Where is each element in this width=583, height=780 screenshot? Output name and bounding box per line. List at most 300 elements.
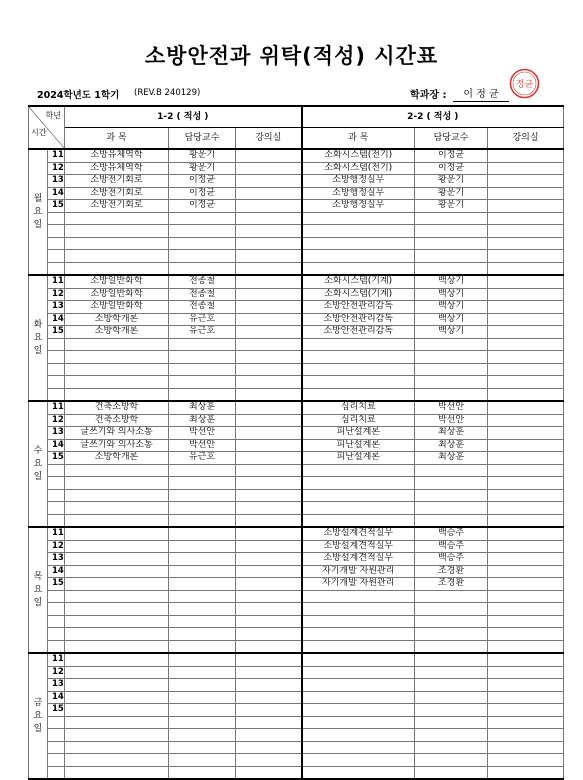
day-label: 금 요 일	[29, 653, 48, 779]
subject-cell-b	[302, 754, 415, 767]
professor-cell-b: 황운기	[415, 200, 488, 213]
subject-cell-b	[302, 603, 415, 616]
subject-cell-a	[65, 553, 169, 566]
room-cell-a	[236, 313, 302, 326]
subject-cell-a	[65, 502, 169, 515]
table-row	[29, 640, 564, 653]
professor-cell-a: 유근호	[169, 326, 236, 339]
period-cell: 15	[48, 704, 65, 717]
professor-cell-b	[415, 338, 488, 351]
room-cell-a	[236, 741, 302, 754]
professor-cell-a	[169, 464, 236, 477]
period-cell: 11	[48, 275, 65, 288]
period-cell	[48, 502, 65, 515]
room-cell-b	[488, 716, 564, 729]
table-row	[29, 679, 564, 692]
table-row	[29, 514, 564, 527]
corner-time-label: 시간	[31, 128, 47, 137]
professor-cell-a	[169, 237, 236, 250]
room-cell-a	[236, 351, 302, 364]
room-cell-b	[488, 628, 564, 641]
professor-cell-a	[169, 691, 236, 704]
table-row	[29, 716, 564, 729]
subject-cell-b: 소화시스템(전기)	[302, 149, 415, 162]
official-seal-icon	[509, 68, 540, 99]
period-cell: 15	[48, 452, 65, 465]
professor-cell-b	[415, 716, 488, 729]
professor-cell-b	[415, 212, 488, 225]
professor-cell-a	[169, 553, 236, 566]
professor-cell-a	[169, 502, 236, 515]
professor-cell-b	[415, 615, 488, 628]
professor-cell-a	[169, 527, 236, 540]
room-cell-b	[488, 427, 564, 440]
room-cell-a	[236, 679, 302, 692]
subject-cell-a: 건축소방학	[65, 401, 169, 414]
table-row	[29, 225, 564, 238]
subject-cell-a	[65, 527, 169, 540]
subject-cell-a	[65, 640, 169, 653]
professor-cell-a: 전종철	[169, 301, 236, 314]
subject-cell-a: 글쓰기와 의사소통	[65, 427, 169, 440]
room-cell-b	[488, 691, 564, 704]
professor-cell-a	[169, 250, 236, 263]
subject-cell-a	[65, 653, 169, 666]
subject-cell-a	[65, 679, 169, 692]
subject-cell-a: 소방유체역학	[65, 162, 169, 175]
period-cell: 14	[48, 313, 65, 326]
professor-cell-b: 백상기	[415, 288, 488, 301]
subject-cell-b	[302, 691, 415, 704]
subject-cell-b	[302, 464, 415, 477]
subject-cell-b	[302, 514, 415, 527]
revision-label: (REV.B 240129)	[134, 88, 201, 98]
subject-cell-a	[65, 212, 169, 225]
table-row	[29, 363, 564, 376]
professor-cell-a	[169, 578, 236, 591]
period-cell: 12	[48, 162, 65, 175]
table-row	[29, 313, 564, 326]
professor-cell-b: 황운기	[415, 187, 488, 200]
subject-cell-a	[65, 540, 169, 553]
subject-cell-b: 소방설계견적실무	[302, 540, 415, 553]
period-cell	[48, 603, 65, 616]
professor-cell-b	[415, 741, 488, 754]
table-row	[29, 401, 564, 414]
subject-cell-a	[65, 766, 169, 779]
subject-cell-b: 소방행정실무	[302, 200, 415, 213]
header-corner	[29, 106, 65, 149]
room-cell-a	[236, 489, 302, 502]
period-cell: 11	[48, 149, 65, 162]
table-row	[29, 502, 564, 515]
subject-cell-b	[302, 741, 415, 754]
professor-cell-b	[415, 225, 488, 238]
period-cell: 13	[48, 175, 65, 188]
table-row	[29, 212, 564, 225]
professor-cell-b	[415, 691, 488, 704]
subject-cell-a: 글쓰기와 의사소통	[65, 439, 169, 452]
room-cell-a	[236, 388, 302, 401]
room-cell-b	[488, 313, 564, 326]
subject-cell-b: 피난설계론	[302, 439, 415, 452]
subject-cell-b: 소방안전관리감독	[302, 313, 415, 326]
period-cell	[48, 729, 65, 742]
room-cell-a	[236, 628, 302, 641]
professor-cell-b	[415, 729, 488, 742]
professor-cell-a	[169, 376, 236, 389]
professor-cell-a	[169, 603, 236, 616]
room-cell-a	[236, 149, 302, 162]
period-cell	[48, 363, 65, 376]
professor-cell-a	[169, 351, 236, 364]
room-cell-a	[236, 766, 302, 779]
room-cell-a	[236, 754, 302, 767]
period-cell: 15	[48, 200, 65, 213]
room-cell-b	[488, 514, 564, 527]
subject-cell-b: 피난설계론	[302, 452, 415, 465]
professor-cell-b	[415, 514, 488, 527]
professor-cell-a	[169, 225, 236, 238]
table-row	[29, 175, 564, 188]
subject-cell-a	[65, 388, 169, 401]
period-cell	[48, 464, 65, 477]
room-cell-a	[236, 237, 302, 250]
room-cell-b	[488, 666, 564, 679]
period-cell: 14	[48, 187, 65, 200]
period-cell	[48, 640, 65, 653]
subject-cell-a	[65, 716, 169, 729]
professor-cell-b: 박선안	[415, 401, 488, 414]
professor-cell-b	[415, 388, 488, 401]
table-row	[29, 691, 564, 704]
subject-cell-b	[302, 212, 415, 225]
period-cell: 14	[48, 439, 65, 452]
room-cell-b	[488, 527, 564, 540]
period-cell	[48, 716, 65, 729]
table-row	[29, 388, 564, 401]
professor-cell-a	[169, 590, 236, 603]
subject-cell-b	[302, 729, 415, 742]
period-cell: 13	[48, 427, 65, 440]
professor-cell-b	[415, 262, 488, 275]
professor-cell-b	[415, 754, 488, 767]
subject-cell-a: 소방학개론	[65, 452, 169, 465]
room-cell-b	[488, 388, 564, 401]
subject-cell-a: 소방일반화학	[65, 288, 169, 301]
room-cell-b	[488, 200, 564, 213]
professor-cell-a: 박선안	[169, 439, 236, 452]
room-cell-a	[236, 414, 302, 427]
professor-cell-b: 최상훈	[415, 439, 488, 452]
table-row	[29, 628, 564, 641]
table-row	[29, 439, 564, 452]
room-cell-a	[236, 212, 302, 225]
professor-cell-a	[169, 741, 236, 754]
col-professor-a: 담당교수	[169, 128, 236, 150]
professor-cell-b: 황운기	[415, 175, 488, 188]
period-cell: 12	[48, 414, 65, 427]
subject-cell-b	[302, 250, 415, 263]
subject-cell-b	[302, 489, 415, 502]
professor-cell-a	[169, 388, 236, 401]
table-row	[29, 590, 564, 603]
period-cell: 11	[48, 527, 65, 540]
room-cell-a	[236, 162, 302, 175]
table-row	[29, 275, 564, 288]
professor-cell-a	[169, 477, 236, 490]
subject-cell-a	[65, 691, 169, 704]
timetable	[28, 105, 564, 780]
professor-cell-a: 황운기	[169, 149, 236, 162]
table-row	[29, 553, 564, 566]
room-cell-a	[236, 427, 302, 440]
room-cell-b	[488, 262, 564, 275]
subject-cell-b	[302, 477, 415, 490]
col-subject-b: 과 목	[302, 128, 415, 150]
professor-cell-b: 백상기	[415, 326, 488, 339]
table-row	[29, 477, 564, 490]
table-row	[29, 250, 564, 263]
day-label: 수 요 일	[29, 401, 48, 527]
professor-cell-a	[169, 565, 236, 578]
period-cell	[48, 615, 65, 628]
subject-cell-b	[302, 376, 415, 389]
period-cell: 15	[48, 578, 65, 591]
room-cell-a	[236, 540, 302, 553]
subject-cell-b: 소방설계견적실무	[302, 553, 415, 566]
room-cell-a	[236, 514, 302, 527]
period-cell: 13	[48, 301, 65, 314]
period-cell: 14	[48, 565, 65, 578]
professor-cell-a: 전종철	[169, 288, 236, 301]
professor-cell-a: 전종철	[169, 275, 236, 288]
room-cell-a	[236, 439, 302, 452]
subject-cell-a	[65, 729, 169, 742]
room-cell-a	[236, 262, 302, 275]
room-cell-a	[236, 653, 302, 666]
room-cell-b	[488, 565, 564, 578]
subject-cell-b	[302, 338, 415, 351]
period-cell	[48, 212, 65, 225]
room-cell-b	[488, 351, 564, 364]
professor-cell-a	[169, 653, 236, 666]
professor-cell-b	[415, 489, 488, 502]
subject-cell-b	[302, 262, 415, 275]
subject-cell-a	[65, 262, 169, 275]
subject-cell-b: 자기개발 자원관리	[302, 578, 415, 591]
professor-cell-a	[169, 363, 236, 376]
room-cell-b	[488, 741, 564, 754]
professor-cell-b	[415, 628, 488, 641]
subject-cell-a: 소방학개론	[65, 326, 169, 339]
room-cell-b	[488, 363, 564, 376]
period-cell: 12	[48, 288, 65, 301]
room-cell-b	[488, 414, 564, 427]
subject-cell-b	[302, 716, 415, 729]
table-row	[29, 427, 564, 440]
room-cell-a	[236, 615, 302, 628]
professor-cell-b	[415, 666, 488, 679]
subject-cell-a	[65, 464, 169, 477]
room-cell-b	[488, 275, 564, 288]
grade-header-b: 2-2 ( 적성 )	[302, 106, 564, 128]
professor-cell-a	[169, 704, 236, 717]
period-cell: 12	[48, 540, 65, 553]
professor-cell-a	[169, 754, 236, 767]
professor-cell-a: 이정균	[169, 175, 236, 188]
room-cell-b	[488, 225, 564, 238]
room-cell-a	[236, 326, 302, 339]
professor-cell-a	[169, 640, 236, 653]
room-cell-b	[488, 489, 564, 502]
subject-cell-a: 소방학개론	[65, 313, 169, 326]
period-cell: 11	[48, 653, 65, 666]
table-row	[29, 565, 564, 578]
professor-cell-a	[169, 514, 236, 527]
professor-cell-b	[415, 502, 488, 515]
period-cell	[48, 376, 65, 389]
room-cell-b	[488, 603, 564, 616]
professor-cell-b: 이정균	[415, 149, 488, 162]
professor-cell-b	[415, 237, 488, 250]
day-label: 월 요 일	[29, 149, 48, 275]
subject-cell-a	[65, 237, 169, 250]
table-row	[29, 237, 564, 250]
subject-cell-a	[65, 250, 169, 263]
room-cell-a	[236, 338, 302, 351]
subject-cell-b	[302, 615, 415, 628]
table-row	[29, 187, 564, 200]
professor-cell-b	[415, 679, 488, 692]
period-cell	[48, 351, 65, 364]
room-cell-a	[236, 578, 302, 591]
period-cell: 14	[48, 691, 65, 704]
subject-cell-b	[302, 237, 415, 250]
period-cell	[48, 754, 65, 767]
subject-cell-b: 자기개발 자원관리	[302, 565, 415, 578]
table-row	[29, 376, 564, 389]
room-cell-b	[488, 401, 564, 414]
subject-cell-a	[65, 225, 169, 238]
professor-cell-b: 백상기	[415, 301, 488, 314]
professor-cell-a: 이정균	[169, 200, 236, 213]
room-cell-b	[488, 540, 564, 553]
table-row	[29, 326, 564, 339]
table-row	[29, 351, 564, 364]
table-row	[29, 301, 564, 314]
professor-cell-a: 박선안	[169, 427, 236, 440]
corner-grade-label: 학년	[45, 111, 61, 120]
subject-cell-b	[302, 766, 415, 779]
dept-head-name: 이 정 균	[453, 85, 509, 102]
col-room-b: 강의실	[488, 128, 564, 150]
period-cell	[48, 388, 65, 401]
day-label: 목 요 일	[29, 527, 48, 653]
subject-cell-a	[65, 628, 169, 641]
room-cell-b	[488, 162, 564, 175]
room-cell-a	[236, 565, 302, 578]
professor-cell-b	[415, 640, 488, 653]
professor-cell-b	[415, 250, 488, 263]
professor-cell-b	[415, 477, 488, 490]
subject-cell-b: 소화시스템(전기)	[302, 162, 415, 175]
dept-head-label: 학과장 :	[410, 90, 447, 101]
subject-cell-b	[302, 628, 415, 641]
room-cell-a	[236, 401, 302, 414]
subject-cell-a	[65, 565, 169, 578]
room-cell-b	[488, 326, 564, 339]
period-cell	[48, 338, 65, 351]
room-cell-b	[488, 578, 564, 591]
room-cell-b	[488, 338, 564, 351]
subject-cell-b: 심리치료	[302, 414, 415, 427]
period-cell	[48, 628, 65, 641]
professor-cell-a	[169, 262, 236, 275]
professor-cell-a	[169, 729, 236, 742]
professor-cell-a	[169, 716, 236, 729]
col-room-a: 강의실	[236, 128, 302, 150]
period-cell	[48, 477, 65, 490]
table-row	[29, 754, 564, 767]
professor-cell-b: 이정균	[415, 162, 488, 175]
period-cell	[48, 590, 65, 603]
room-cell-b	[488, 615, 564, 628]
table-row	[29, 262, 564, 275]
subject-cell-b: 소방행정실무	[302, 175, 415, 188]
professor-cell-b	[415, 603, 488, 616]
subject-cell-a	[65, 704, 169, 717]
subject-cell-a: 소방전기회로	[65, 175, 169, 188]
subject-cell-a	[65, 603, 169, 616]
room-cell-b	[488, 766, 564, 779]
professor-cell-a	[169, 628, 236, 641]
room-cell-a	[236, 288, 302, 301]
professor-cell-a	[169, 666, 236, 679]
subject-cell-a: 소방전기회로	[65, 187, 169, 200]
room-cell-a	[236, 275, 302, 288]
room-cell-b	[488, 464, 564, 477]
professor-cell-b	[415, 704, 488, 717]
subject-cell-b: 심리치료	[302, 401, 415, 414]
professor-cell-b: 백상기	[415, 313, 488, 326]
professor-cell-b	[415, 351, 488, 364]
subject-cell-b: 소방안전관리감독	[302, 301, 415, 314]
room-cell-b	[488, 704, 564, 717]
table-row	[29, 489, 564, 502]
room-cell-b	[488, 754, 564, 767]
room-cell-a	[236, 590, 302, 603]
room-cell-b	[488, 553, 564, 566]
professor-cell-b: 조경환	[415, 565, 488, 578]
professor-cell-a	[169, 489, 236, 502]
subject-cell-a	[65, 666, 169, 679]
table-row	[29, 452, 564, 465]
room-cell-a	[236, 363, 302, 376]
subject-cell-b: 소화시스템(기계)	[302, 288, 415, 301]
table-row	[29, 527, 564, 540]
subject-cell-b: 소방행정실무	[302, 187, 415, 200]
subject-cell-b	[302, 502, 415, 515]
room-cell-b	[488, 187, 564, 200]
professor-cell-a	[169, 615, 236, 628]
room-cell-a	[236, 553, 302, 566]
room-cell-a	[236, 225, 302, 238]
room-cell-b	[488, 301, 564, 314]
subject-cell-a	[65, 376, 169, 389]
professor-cell-b	[415, 376, 488, 389]
room-cell-b	[488, 288, 564, 301]
